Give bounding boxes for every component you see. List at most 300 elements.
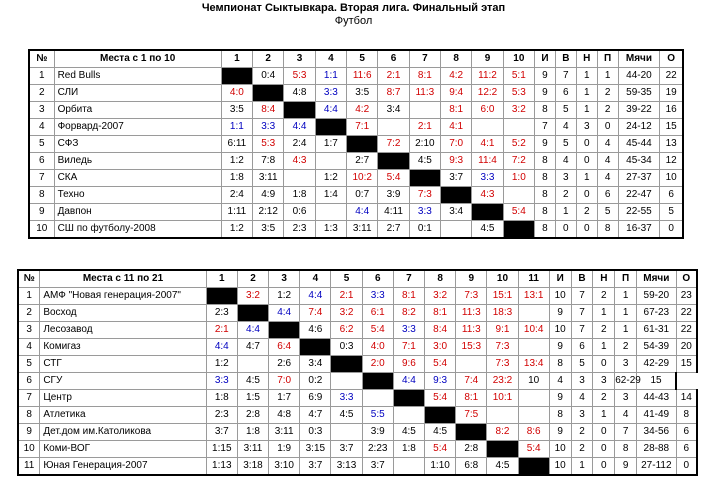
table-row (29, 221, 683, 239)
standings-table-1 (28, 49, 684, 239)
result-cell (503, 119, 534, 136)
result-cell: 4:5 (409, 153, 440, 170)
result-cell: 0:4 (253, 68, 284, 85)
wins: 5 (555, 102, 576, 119)
result-cell: 6:8 (456, 458, 487, 476)
goals: 27-112 (637, 458, 677, 476)
draws: 0 (576, 153, 597, 170)
table-row (18, 339, 697, 356)
result-cell (331, 373, 362, 390)
result-cell: 4:7 (300, 407, 331, 424)
games-played: 9 (549, 424, 571, 441)
draws: 1 (576, 170, 597, 187)
column-header: О (660, 50, 683, 68)
goals: 45-44 (618, 136, 660, 153)
result-cell (518, 407, 549, 424)
column-header: 4 (315, 50, 346, 68)
wins: 6 (555, 85, 576, 102)
place-number: 7 (29, 170, 54, 187)
result-cell: 13:4 (518, 356, 549, 373)
points: 6 (676, 424, 697, 441)
result-cell (315, 204, 346, 221)
table-row (18, 288, 697, 305)
result-cell: 1:10 (425, 458, 456, 476)
games-played: 8 (535, 204, 556, 221)
result-cell: 1:8 (284, 187, 315, 204)
result-cell: 11:2 (472, 68, 503, 85)
result-cell: 7:4 (456, 373, 487, 390)
result-cell: 6:9 (300, 390, 331, 407)
column-header: 10 (487, 270, 518, 288)
result-cell: 4:1 (472, 136, 503, 153)
result-cell: 2:8 (456, 441, 487, 458)
team-name: Техно (54, 187, 221, 204)
result-cell: 4:4 (237, 322, 268, 339)
losses: 3 (615, 356, 637, 373)
result-cell: 4:5 (393, 424, 424, 441)
column-header: 8 (441, 50, 472, 68)
column-header: 3 (284, 50, 315, 68)
points: 15 (660, 119, 683, 136)
result-cell: 7:4 (300, 305, 331, 322)
team-name: Юная Генерация-2007 (40, 458, 206, 476)
result-cell: 3:11 (237, 441, 268, 458)
result-cell: 9:6 (393, 356, 424, 373)
self-match-cell (221, 68, 252, 85)
result-cell (487, 407, 518, 424)
place-number: 1 (18, 288, 40, 305)
result-cell (393, 407, 424, 424)
result-cell: 0:7 (347, 187, 378, 204)
draws: 0 (576, 136, 597, 153)
result-cell (393, 458, 424, 476)
result-cell: 1:1 (221, 119, 252, 136)
result-cell (503, 187, 534, 204)
result-cell: 11:3 (456, 305, 487, 322)
self-match-cell: 3:3 (362, 373, 393, 390)
result-cell: 0:3 (331, 339, 362, 356)
table-row (18, 305, 697, 322)
result-cell: 4:5 (237, 373, 268, 390)
games-played: 9 (549, 305, 571, 322)
column-header: И (549, 270, 571, 288)
wins: 2 (571, 424, 593, 441)
losses: 4 (597, 170, 618, 187)
self-match-cell (206, 288, 237, 305)
result-cell: 12:2 (472, 85, 503, 102)
result-cell: 8:7 (378, 85, 409, 102)
result-cell: 3:4 (378, 102, 409, 119)
result-cell: 5:4 (518, 441, 549, 458)
place-number: 6 (29, 153, 54, 170)
goals: 24-12 (618, 119, 660, 136)
goals: 44-20 (618, 68, 660, 85)
wins: 0 (555, 221, 576, 239)
team-name: СШ по футболу-2008 (54, 221, 221, 239)
draws: 0 (593, 424, 615, 441)
games-played: 8 (549, 356, 571, 373)
points: 15 (637, 373, 677, 390)
result-cell: 3:3 (472, 170, 503, 187)
self-match-cell (300, 339, 331, 356)
losses: 4 (615, 407, 637, 424)
column-header: Мячи (618, 50, 660, 68)
result-cell: 1:11 (221, 204, 252, 221)
losses: 7 (615, 424, 637, 441)
games-played: 8 (535, 102, 556, 119)
draws: 0 (576, 187, 597, 204)
result-cell: 6:4 (269, 339, 300, 356)
goals: 34-56 (637, 424, 677, 441)
place-number: 11 (18, 458, 40, 476)
column-header: 9 (472, 50, 503, 68)
points: 10 (660, 170, 683, 187)
column-header: 11 (518, 270, 549, 288)
table-row (18, 424, 697, 441)
result-cell: 4:8 (284, 85, 315, 102)
result-cell: 13:1 (518, 288, 549, 305)
result-cell: 5:4 (503, 204, 534, 221)
result-cell (456, 356, 487, 373)
table-row (18, 373, 697, 390)
result-cell: 3:3 (331, 390, 362, 407)
games-played: 9 (535, 68, 556, 85)
draws: 2 (593, 390, 615, 407)
result-cell (362, 390, 393, 407)
games-played: 10 (518, 373, 549, 390)
result-cell: 3:7 (362, 458, 393, 476)
result-cell: 5:4 (362, 322, 393, 339)
standings-table-2 (17, 269, 698, 476)
self-match-cell (487, 441, 518, 458)
self-match-cell (253, 85, 284, 102)
goals: 67-23 (637, 305, 677, 322)
draws: 0 (593, 356, 615, 373)
team-name: СКА (54, 170, 221, 187)
result-cell: 1:2 (315, 170, 346, 187)
result-cell: 3:3 (409, 204, 440, 221)
column-header: П (615, 270, 637, 288)
result-cell: 3:0 (425, 339, 456, 356)
column-header: Н (576, 50, 597, 68)
place-number: 1 (29, 68, 54, 85)
result-cell: 9:4 (441, 85, 472, 102)
result-cell: 5:2 (503, 136, 534, 153)
points: 6 (676, 441, 697, 458)
column-header: Н (593, 270, 615, 288)
result-cell: 1:5 (237, 390, 268, 407)
column-header: № (18, 270, 40, 288)
result-cell: 2:4 (221, 187, 252, 204)
table-row (29, 187, 683, 204)
place-number: 8 (29, 187, 54, 204)
losses: 0 (597, 119, 618, 136)
result-cell: 1:13 (206, 458, 237, 476)
result-cell: 1:2 (221, 153, 252, 170)
result-cell: 3:7 (206, 424, 237, 441)
result-cell: 3:11 (253, 170, 284, 187)
place-number: 8 (18, 407, 40, 424)
result-cell: 3:3 (206, 373, 237, 390)
table-row (29, 85, 683, 102)
goals: 54-39 (637, 339, 677, 356)
games-played: 10 (549, 322, 571, 339)
result-cell: 5:4 (378, 170, 409, 187)
losses: 8 (597, 221, 618, 239)
result-cell: 2:10 (409, 136, 440, 153)
column-header: 1 (206, 270, 237, 288)
result-cell: 4:8 (269, 407, 300, 424)
result-cell: 8:1 (425, 305, 456, 322)
result-cell: 9:3 (425, 373, 456, 390)
result-cell: 2:1 (409, 119, 440, 136)
result-cell: 4:5 (331, 407, 362, 424)
points: 0 (660, 221, 683, 239)
place-number: 10 (29, 221, 54, 239)
result-cell: 2:3 (206, 407, 237, 424)
result-cell: 3:5 (221, 102, 252, 119)
table-row (18, 407, 697, 424)
result-cell: 4:7 (237, 339, 268, 356)
result-cell: 3:3 (362, 288, 393, 305)
wins: 3 (555, 170, 576, 187)
self-match-cell (315, 119, 346, 136)
result-cell: 3:2 (503, 102, 534, 119)
wins: 7 (571, 322, 593, 339)
result-cell: 2:7 (378, 221, 409, 239)
header-row (18, 270, 697, 288)
wins: 4 (571, 390, 593, 407)
result-cell: 1:8 (393, 441, 424, 458)
page-subtitle: Футбол (334, 15, 373, 27)
result-cell: 1:15 (206, 441, 237, 458)
self-match-cell (378, 153, 409, 170)
result-cell: 5:3 (503, 85, 534, 102)
result-cell: 7:8 (253, 153, 284, 170)
games-played: 10 (549, 288, 571, 305)
wins: 5 (571, 356, 593, 373)
result-cell: 5:5 (362, 407, 393, 424)
points: 14 (676, 390, 697, 407)
result-cell: 1:8 (206, 390, 237, 407)
result-cell: 4:4 (347, 204, 378, 221)
result-cell: 3:13 (331, 458, 362, 476)
result-cell: 2:6 (269, 356, 300, 373)
team-name: Восход (40, 305, 206, 322)
result-cell (331, 424, 362, 441)
draws: 1 (576, 68, 597, 85)
result-cell: 1:3 (315, 221, 346, 239)
result-cell: 3:9 (378, 187, 409, 204)
self-match-cell (409, 170, 440, 187)
points: 5 (660, 204, 683, 221)
result-cell: 3:9 (362, 424, 393, 441)
result-cell: 1:2 (221, 221, 252, 239)
result-cell: 8:4 (253, 102, 284, 119)
goals: 22-47 (618, 187, 660, 204)
result-cell: 3:2 (237, 288, 268, 305)
goals: 61-31 (637, 322, 677, 339)
points: 22 (660, 68, 683, 85)
column-header: 2 (237, 270, 268, 288)
team-name: СЛИ (54, 85, 221, 102)
result-cell: 2:4 (284, 136, 315, 153)
result-cell: 3:15 (300, 441, 331, 458)
result-cell: 7:1 (393, 339, 424, 356)
wins: 1 (555, 204, 576, 221)
result-cell (441, 221, 472, 239)
self-match-cell (331, 356, 362, 373)
team-name: Атлетика (40, 407, 206, 424)
games-played: 9 (549, 390, 571, 407)
result-cell: 4:3 (284, 153, 315, 170)
result-cell: 4:4 (315, 102, 346, 119)
points: 22 (676, 305, 697, 322)
result-cell: 7:5 (456, 407, 487, 424)
result-cell: 15:3 (456, 339, 487, 356)
result-cell: 1:2 (206, 356, 237, 373)
result-cell: 7:3 (487, 356, 518, 373)
result-cell (518, 390, 549, 407)
self-match-cell (347, 136, 378, 153)
result-cell: 4:0 (362, 339, 393, 356)
wins: 4 (555, 153, 576, 170)
self-match-cell (503, 221, 534, 239)
draws: 1 (576, 102, 597, 119)
table-row (18, 441, 697, 458)
losses: 1 (615, 305, 637, 322)
table-row (29, 153, 683, 170)
team-name: Виледь (54, 153, 221, 170)
result-cell: 2:3 (284, 221, 315, 239)
draws: 3 (571, 373, 593, 390)
wins: 1 (571, 458, 593, 476)
table-row (29, 68, 683, 85)
column-header: 5 (347, 50, 378, 68)
result-cell: 6:1 (362, 305, 393, 322)
result-cell (518, 339, 549, 356)
result-cell: 6:2 (331, 322, 362, 339)
goals: 44-43 (637, 390, 677, 407)
result-cell: 5:4 (425, 441, 456, 458)
result-cell: 1:0 (503, 170, 534, 187)
result-cell: 2:1 (331, 288, 362, 305)
table-row (29, 204, 683, 221)
losses: 1 (597, 68, 618, 85)
games-played: 8 (535, 153, 556, 170)
result-cell (472, 119, 503, 136)
wins: 7 (555, 68, 576, 85)
column-header: 7 (409, 50, 440, 68)
place-number: 5 (18, 356, 40, 373)
result-cell: 5:4 (425, 390, 456, 407)
column-header: 2 (253, 50, 284, 68)
result-cell: 8:1 (409, 68, 440, 85)
result-cell: 2:23 (362, 441, 393, 458)
result-cell: 1:9 (269, 441, 300, 458)
wins: 2 (571, 441, 593, 458)
games-played: 10 (549, 441, 571, 458)
team-name: Центр (40, 390, 206, 407)
result-cell: 1:7 (269, 390, 300, 407)
result-cell: 4:1 (441, 119, 472, 136)
points: 22 (676, 322, 697, 339)
points: 0 (676, 458, 697, 476)
goals: 16-37 (618, 221, 660, 239)
column-header: 6 (378, 50, 409, 68)
games-played: 8 (535, 187, 556, 204)
points: 8 (676, 407, 697, 424)
team-name: Форвард-2007 (54, 119, 221, 136)
result-cell: 4:9 (253, 187, 284, 204)
place-number: 10 (18, 441, 40, 458)
result-cell: 4:5 (425, 424, 456, 441)
result-cell: 23:2 (487, 373, 518, 390)
self-match-cell (472, 204, 503, 221)
losses: 2 (597, 85, 618, 102)
losses: 4 (597, 136, 618, 153)
result-cell: 8:1 (441, 102, 472, 119)
table-row (18, 458, 697, 476)
result-cell: 4:2 (347, 102, 378, 119)
team-name: АМФ "Новая генерация-2007" (40, 288, 206, 305)
goals: 42-29 (637, 356, 677, 373)
result-cell: 4:6 (300, 322, 331, 339)
result-cell: 3:10 (269, 458, 300, 476)
result-cell: 3:3 (393, 322, 424, 339)
result-cell: 3:11 (347, 221, 378, 239)
result-cell: 9:1 (487, 322, 518, 339)
self-match-cell (518, 458, 549, 476)
points: 6 (660, 187, 683, 204)
team-name: Давпон (54, 204, 221, 221)
losses: 1 (615, 288, 637, 305)
losses: 2 (615, 339, 637, 356)
result-cell: 3:7 (441, 170, 472, 187)
result-cell: 3:3 (253, 119, 284, 136)
result-cell: 3:2 (331, 305, 362, 322)
draws: 2 (576, 204, 597, 221)
table-row (29, 119, 683, 136)
result-cell: 0:3 (300, 424, 331, 441)
result-cell: 4:4 (393, 373, 424, 390)
team-name: СФЗ (54, 136, 221, 153)
team-name: Комигаз (40, 339, 206, 356)
wins: 5 (555, 136, 576, 153)
draws: 0 (593, 458, 615, 476)
goals: 59-20 (637, 288, 677, 305)
result-cell: 2:12 (253, 204, 284, 221)
result-cell: 3:5 (253, 221, 284, 239)
result-cell: 15:1 (487, 288, 518, 305)
header-row (29, 50, 683, 68)
points: 20 (676, 339, 697, 356)
column-header: 3 (269, 270, 300, 288)
result-cell: 8:2 (393, 305, 424, 322)
result-cell: 3:7 (300, 458, 331, 476)
column-header: В (555, 50, 576, 68)
draws: 0 (576, 221, 597, 239)
result-cell: 3:18 (237, 458, 268, 476)
self-match-cell (456, 424, 487, 441)
losses: 1 (615, 322, 637, 339)
draws: 0 (593, 441, 615, 458)
result-cell (378, 119, 409, 136)
place-number: 2 (29, 85, 54, 102)
result-cell: 7:0 (269, 373, 300, 390)
result-cell: 3:4 (441, 204, 472, 221)
goals: 41-49 (637, 407, 677, 424)
